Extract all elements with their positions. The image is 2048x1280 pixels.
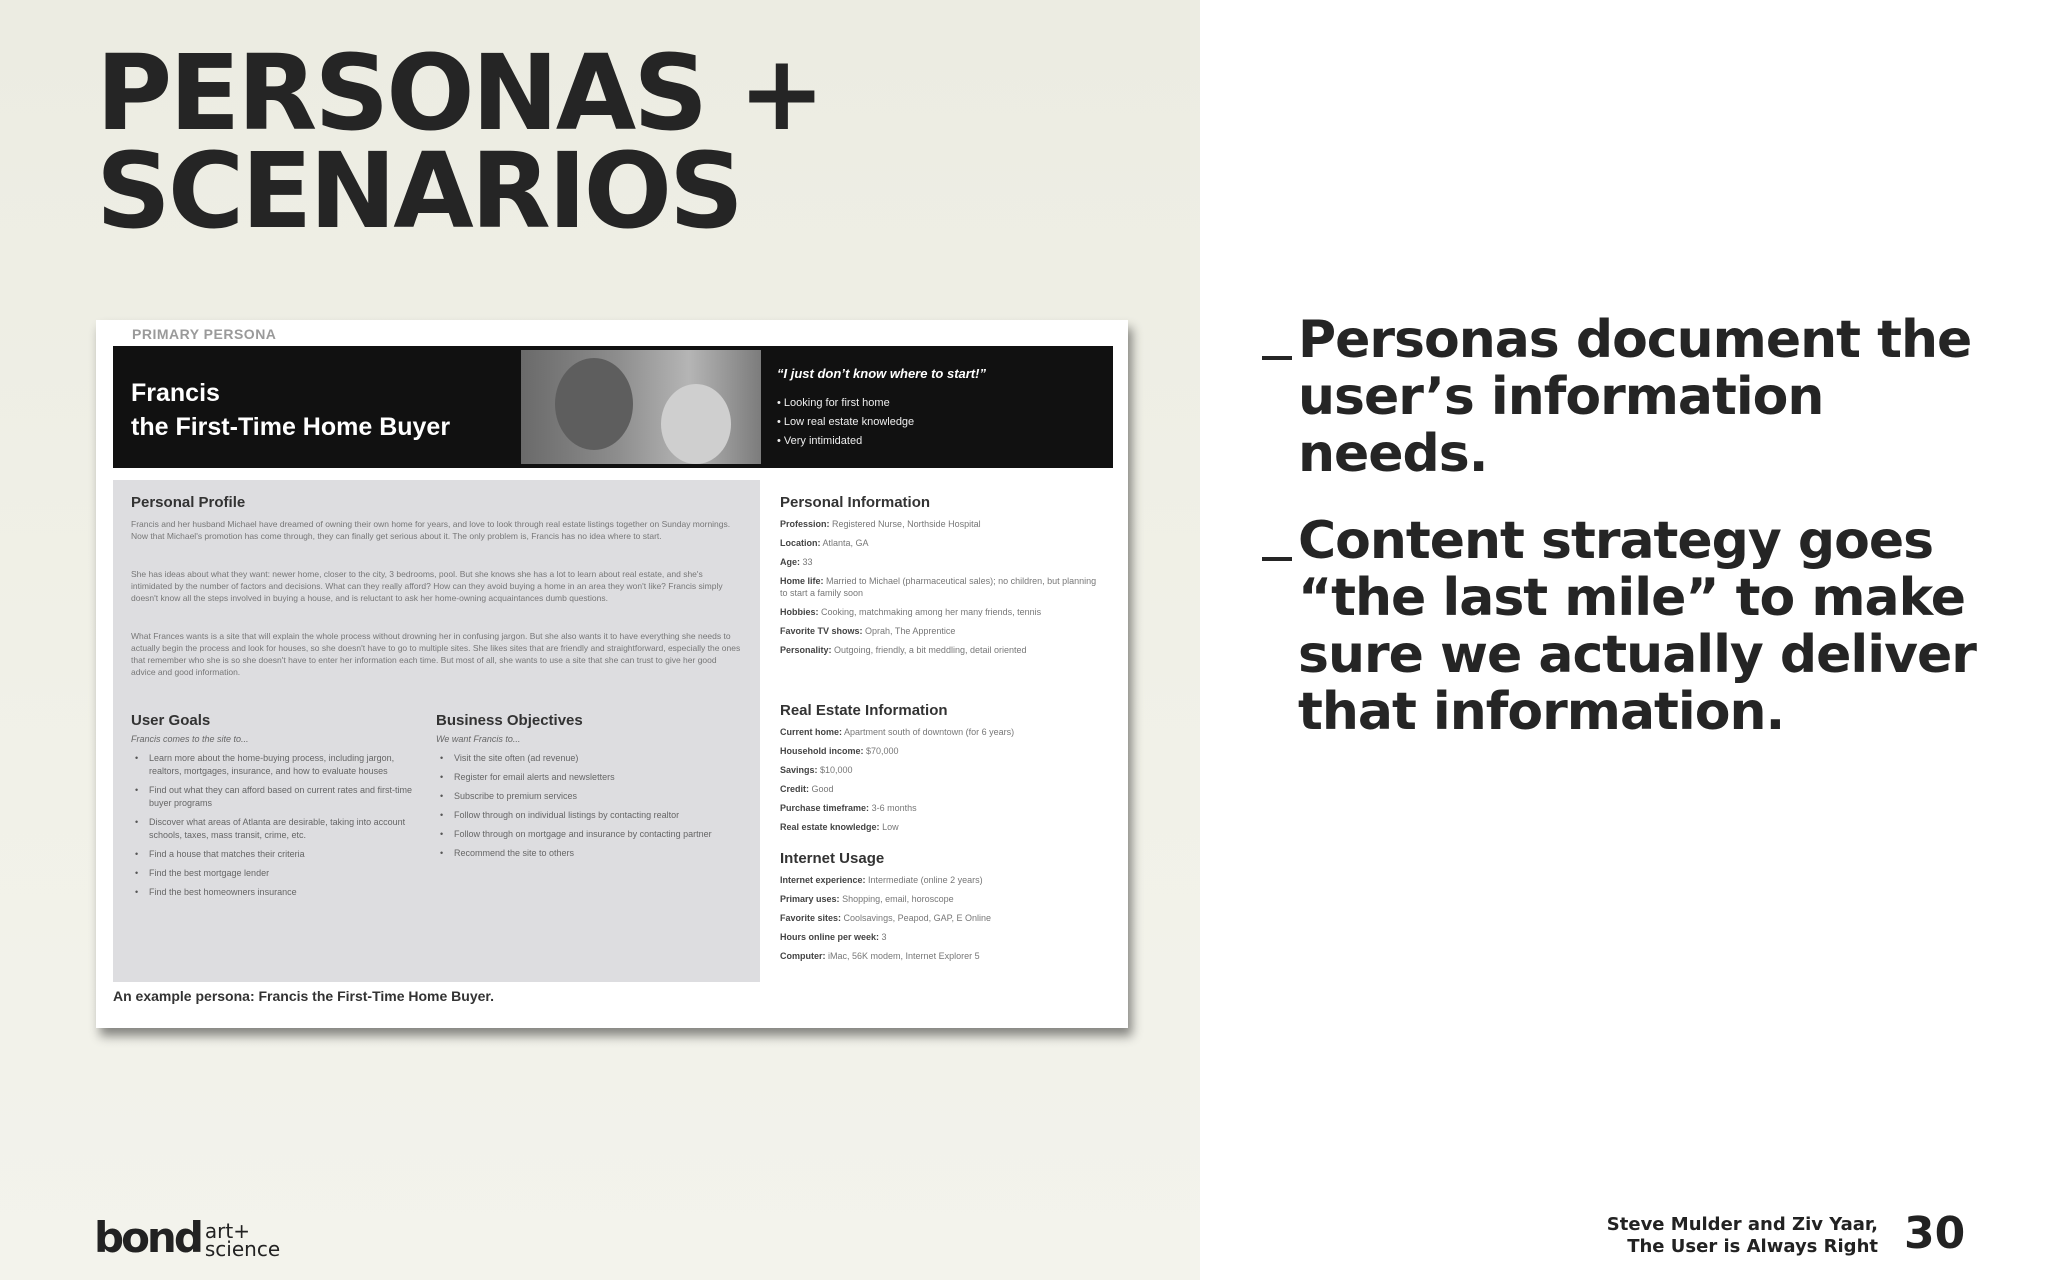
objectives-heading: Business Objectives: [436, 712, 583, 729]
persona-caption: An example persona: Francis the First-Time Home Buyer.: [113, 988, 494, 1004]
info-value: $70,000: [866, 746, 899, 756]
logo-tag-line-2: science: [204, 1237, 281, 1261]
photo-person-man: [555, 358, 633, 450]
info-row: [780, 950, 1100, 962]
info-row: [780, 726, 1100, 738]
info-value: Oprah, The Apprentice: [865, 626, 956, 636]
objective-item: • Register for email alerts and newsletters: [436, 771, 736, 784]
goal-item: • Find the best homeowners insurance: [131, 886, 421, 899]
info-row: [780, 537, 1100, 549]
info-value: iMac, 56K modem, Internet Explorer 5: [828, 951, 980, 961]
persona-name-line-2: the First-Time Home Buyer: [131, 413, 451, 441]
info-key: Credit:: [780, 784, 809, 794]
internet-list: [780, 874, 1100, 969]
info-value: Intermediate (online 2 years): [868, 875, 983, 885]
title-line-1: PERSONAS +: [96, 32, 823, 154]
info-row: [780, 874, 1100, 886]
info-value: Coolsavings, Peapod, GAP, E Online: [843, 913, 991, 923]
slide-bullet-1: [1262, 312, 2022, 483]
info-key: Computer:: [780, 951, 826, 961]
source-credit: [1607, 1214, 1878, 1258]
persona-name-line-1: Francis: [131, 379, 220, 407]
persona-quote-bullets: [777, 394, 914, 451]
objective-item: • Recommend the site to others: [436, 847, 736, 860]
logo-wordmark: bond: [94, 1213, 201, 1262]
info-value: Low: [882, 822, 899, 832]
info-key: Real estate knowledge:: [780, 822, 880, 832]
info-value: Shopping, email, horoscope: [842, 894, 954, 904]
info-row: [780, 764, 1100, 776]
goals-heading: User Goals: [131, 712, 211, 729]
realestate-heading: Real Estate Information: [780, 702, 948, 719]
title-line-2: SCENARIOS: [96, 130, 741, 252]
info-key: Age:: [780, 557, 800, 567]
credit-line-1: Steve Mulder and Ziv Yaar,: [1606, 1214, 1878, 1235]
info-row: [780, 644, 1100, 656]
info-key: Personality:: [780, 645, 832, 655]
info-value: Atlanta, GA: [822, 538, 869, 548]
objective-item: • Visit the site often (ad revenue): [436, 752, 736, 765]
info-key: Hobbies:: [780, 607, 819, 617]
personal-info-heading: Personal Information: [780, 494, 931, 511]
persona-photo: [521, 350, 761, 464]
internet-heading: Internet Usage: [780, 850, 885, 867]
info-value: Outgoing, friendly, a bit meddling, detail oriented: [834, 645, 1027, 655]
objectives-list: [436, 752, 736, 866]
profile-paragraph: Francis and her husband Michael have dreamed of owning their own home for years, and love to look through real estate listings together on Sunday mornings. Now that Michael's promotion has come through, they can finally get serious about it. The only problem is, Francis has no idea where to start.: [131, 519, 731, 541]
info-row: [780, 783, 1100, 795]
info-key: Internet experience:: [780, 875, 866, 885]
info-row: [780, 518, 1100, 530]
objective-item: • Subscribe to premium services: [436, 790, 736, 803]
bullet-text: Personas document the user’s information needs.: [1298, 310, 1972, 484]
info-key: Favorite TV shows:: [780, 626, 863, 636]
quote-bullet: • Looking for first home: [777, 394, 914, 413]
goal-item: • Discover what areas of Atlanta are desirable, taking into account schools, taxes, mass transit, crime, etc.: [131, 816, 421, 842]
profile-paragraph: She has ideas about what they want: newer home, closer to the city, 3 bedrooms, pool. But she knows she has a lot to learn about real estate, and she's intimidated by the number of factors and decisions. What can they really afford? How can they avoid buying a home in an area they won't like? Francis simply doesn't know all the steps involved in buying a house, and is reluctant to ask her home-owning acquaintances dumb questions.: [131, 569, 723, 603]
realestate-list: [780, 726, 1100, 840]
info-key: Primary uses:: [780, 894, 840, 904]
info-row: [780, 893, 1100, 905]
info-row: [780, 821, 1100, 833]
info-key: Savings:: [780, 765, 818, 775]
page-number: 30: [1904, 1208, 1966, 1259]
info-key: Hours online per week:: [780, 932, 880, 942]
info-value: Registered Nurse, Northside Hospital: [832, 519, 981, 529]
quote-bullet: • Very intimidated: [777, 432, 914, 451]
persona-quote: “I just don’t know where to start!”: [777, 366, 986, 381]
persona-document-image: [96, 320, 1128, 1028]
persona-banner: [113, 346, 1113, 468]
slide-bullet-2: [1262, 513, 2022, 741]
objective-item: • Follow through on mortgage and insurance by contacting partner: [436, 828, 736, 841]
info-row: [780, 606, 1100, 618]
goal-item: • Learn more about the home-buying process, including jargon, realtors, mortgages, insurance, and how to evaluate houses: [131, 752, 421, 778]
info-row: [780, 575, 1100, 599]
info-row: [780, 912, 1100, 924]
photo-person-woman: [661, 384, 731, 464]
goals-list: [131, 752, 421, 905]
bullet-text: Content strategy goes “the last mile” to make sure we actually deliver that information.: [1298, 511, 1976, 742]
info-key: Favorite sites:: [780, 913, 842, 923]
info-key: Location:: [780, 538, 821, 548]
goal-item: • Find a house that matches their criteria: [131, 848, 421, 861]
info-row: [780, 745, 1100, 757]
persona-name: [131, 376, 450, 444]
personal-info-list: [780, 518, 1100, 663]
info-value: Good: [811, 784, 834, 794]
logo-tagline: [204, 1219, 281, 1261]
goals-subheading: Francis comes to the site to...: [131, 734, 249, 744]
persona-kicker: PRIMARY PERSONA: [132, 326, 277, 342]
info-row: [780, 556, 1100, 568]
info-value: $10,000: [820, 765, 853, 775]
bond-art-science-logo: [94, 1210, 281, 1262]
info-value: Apartment south of downtown (for 6 years): [844, 727, 1015, 737]
info-key: Purchase timeframe:: [780, 803, 870, 813]
logo-tag-line-1: art+: [204, 1219, 250, 1243]
info-row: [780, 625, 1100, 637]
objective-item: • Follow through on individual listings by contacting realtor: [436, 809, 736, 822]
dash-bullet-icon: [1262, 557, 1292, 561]
profile-heading: Personal Profile: [131, 494, 246, 511]
info-value: 3: [881, 932, 887, 942]
info-row: [780, 931, 1100, 943]
info-key: Household income:: [780, 746, 864, 756]
slide-title: [96, 32, 1156, 252]
info-key: Current home:: [780, 727, 843, 737]
dash-bullet-icon: [1262, 356, 1292, 360]
info-value: 33: [802, 557, 813, 567]
persona-left-panel: [113, 480, 760, 982]
info-value: Married to Michael (pharmaceutical sales); no children, but planning to start a family soon: [780, 576, 1097, 598]
quote-bullet: • Low real estate knowledge: [777, 413, 914, 432]
credit-line-2: The User is Always Right: [1627, 1236, 1878, 1257]
goal-item: • Find the best mortgage lender: [131, 867, 421, 880]
info-row: [780, 802, 1100, 814]
objectives-subheading: We want Francis to...: [436, 734, 521, 744]
info-value: Cooking, matchmaking among her many friends, tennis: [821, 607, 1042, 617]
slide-bullets: [1262, 312, 2022, 771]
info-key: Profession:: [780, 519, 830, 529]
goal-item: • Find out what they can afford based on current rates and first-time buyer programs: [131, 784, 421, 810]
profile-paragraph: What Frances wants is a site that will explain the whole process without drowning her in confusing jargon. But she also wants it to have everything she needs to actually begin the process and look for houses, so she doesn't have to go to multiple sites. She likes sites that are friendly and straightforward, especially the ones that remember who she is so she doesn't have to enter her information each time. But most of all, she wants to use a site that she can trust to give her good advice and good information.: [131, 631, 741, 677]
info-value: 3-6 months: [871, 803, 917, 813]
info-key: Home life:: [780, 576, 824, 586]
